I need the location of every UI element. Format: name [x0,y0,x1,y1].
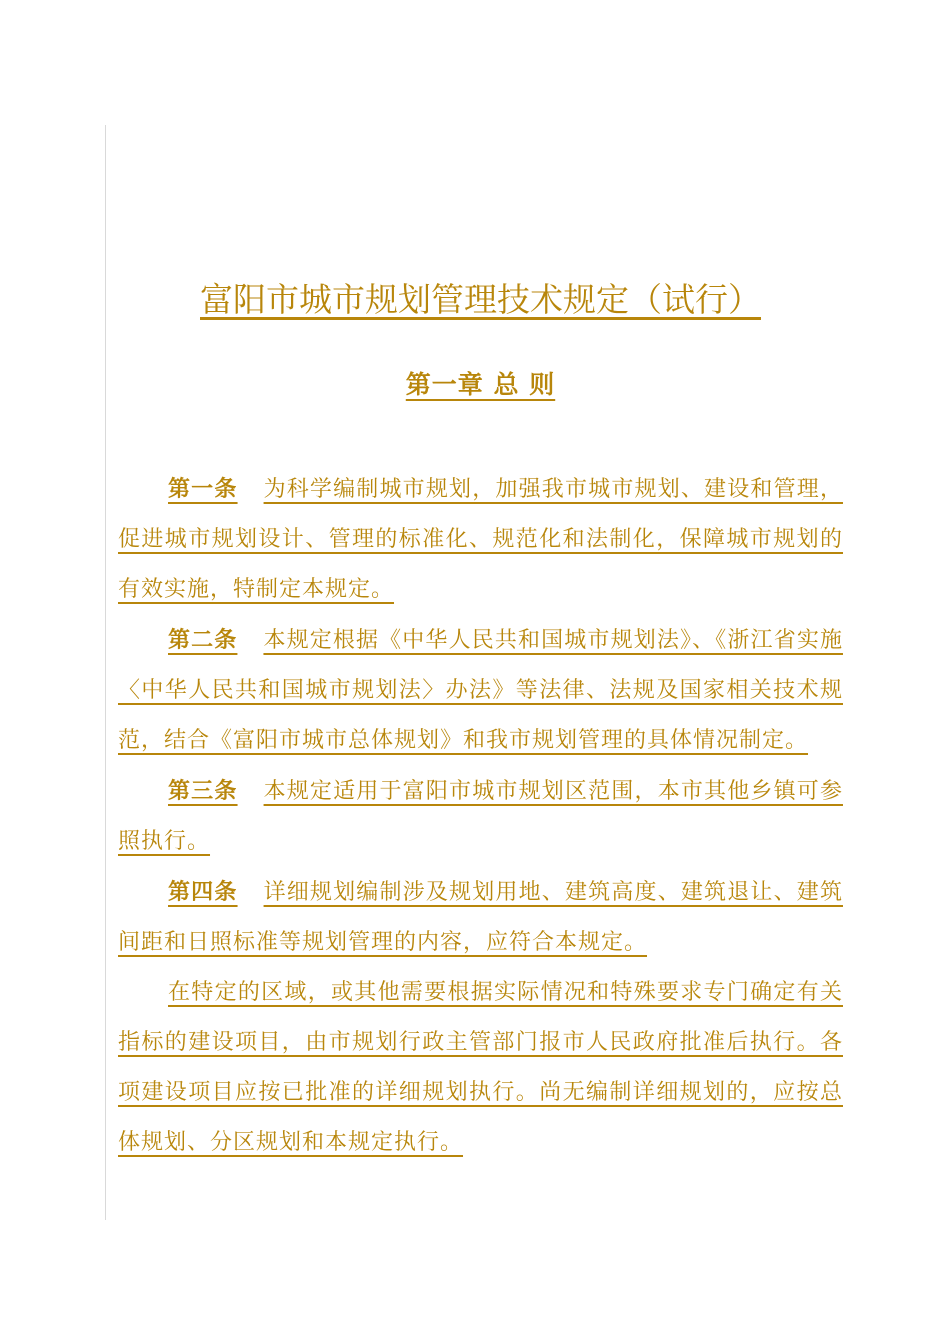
article-3 [118,766,843,867]
article-text: 本规定适用于富阳市城市规划区范围，本市其他乡镇可参照执行。 [118,779,843,854]
document-title-text: 富阳市城市规划管理技术规定（试行） [200,280,761,319]
chapter-heading-text: 第一章 总 则 [405,370,556,399]
document-title [118,270,843,330]
article-number: 第四条 [168,879,238,905]
page-margin-line [105,125,106,1220]
document-body [118,270,843,1168]
article-4 [118,867,843,968]
article-number: 第三条 [168,778,238,804]
article-text: 本规定根据《中华人民共和国城市规划法》、《浙江省实施〈中华人民共和国城市规划法〉办法》等法律、法规及国家相关技术规范，结合《富阳市城市总体规划》和我市规划管理的具体情况制定。 [118,628,843,753]
articles [118,464,843,1168]
article-text: 详细规划编制涉及规划用地、建筑高度、建筑退让、建筑间距和日照标准等规划管理的内容，应符合本规定。 [118,880,843,955]
article-number: 第一条 [168,476,238,502]
article-2 [118,615,843,766]
paragraph-text: 在特定的区域，或其他需要根据实际情况和特殊要求专门确定有关指标的建设项目，由市规划行政主管部门报市人民政府批准后执行。各项建设项目应按已批准的详细规划执行。尚无编制详细规划的，应按总体规划、分区规划和本规定执行。 [118,980,843,1155]
article-4-continuation [118,968,843,1168]
chapter-heading [118,360,843,410]
article-number: 第二条 [168,627,238,653]
article-text: 为科学编制城市规划，加强我市城市规划、建设和管理，促进城市规划设计、管理的标准化、规范化和法制化，保障城市规划的有效实施，特制定本规定。 [118,477,843,602]
article-1 [118,464,843,615]
